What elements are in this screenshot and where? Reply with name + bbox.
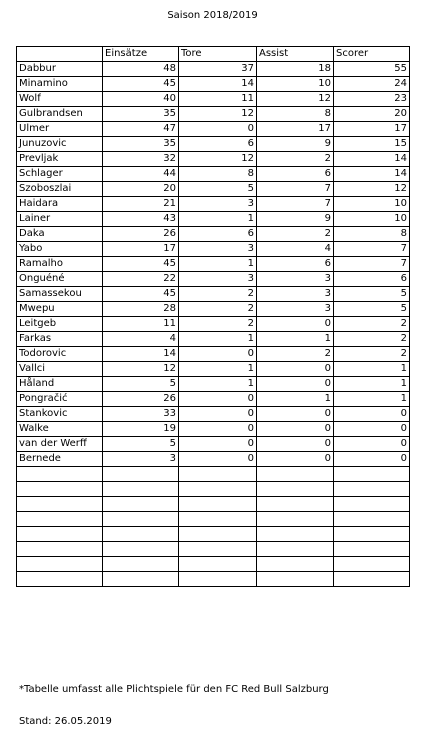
- table-row: [17, 287, 410, 302]
- einsaetze-cell: 12: [103, 362, 179, 377]
- assist-cell: 0: [257, 407, 334, 422]
- empty-cell: [103, 557, 179, 572]
- table-row: [17, 182, 410, 197]
- assist-cell: 8: [257, 107, 334, 122]
- einsaetze-cell: 35: [103, 107, 179, 122]
- scorer-cell: 0: [334, 407, 410, 422]
- assist-cell: 9: [257, 212, 334, 227]
- einsaetze-cell: 45: [103, 257, 179, 272]
- assist-cell: 1: [257, 332, 334, 347]
- einsaetze-cell: 47: [103, 122, 179, 137]
- table-row: [17, 392, 410, 407]
- einsaetze-cell: 26: [103, 227, 179, 242]
- assist-cell: 3: [257, 302, 334, 317]
- empty-row: [17, 527, 410, 542]
- assist-cell: 0: [257, 452, 334, 467]
- scorer-cell: 10: [334, 212, 410, 227]
- page-title: Saison 2018/2019: [167, 10, 258, 21]
- assist-cell: 7: [257, 182, 334, 197]
- scorer-cell: 8: [334, 227, 410, 242]
- empty-cell: [334, 497, 410, 512]
- table-row: [17, 452, 410, 467]
- player-name-cell: Todorovic: [17, 347, 103, 362]
- tore-cell: 0: [179, 407, 257, 422]
- tore-cell: 8: [179, 167, 257, 182]
- empty-row: [17, 572, 410, 587]
- empty-cell: [257, 527, 334, 542]
- scorer-cell: 2: [334, 317, 410, 332]
- empty-cell: [179, 482, 257, 497]
- tore-cell: 12: [179, 107, 257, 122]
- assist-cell: 1: [257, 392, 334, 407]
- empty-cell: [17, 527, 103, 542]
- empty-cell: [179, 572, 257, 587]
- einsaetze-cell: 40: [103, 92, 179, 107]
- empty-cell: [334, 467, 410, 482]
- player-name-cell: Gulbrandsen: [17, 107, 103, 122]
- player-name-cell: Farkas: [17, 332, 103, 347]
- table-row: [17, 197, 410, 212]
- empty-cell: [257, 512, 334, 527]
- player-name-cell: Lainer: [17, 212, 103, 227]
- player-name-cell: Samassekou: [17, 287, 103, 302]
- table-row: [17, 77, 410, 92]
- player-name-cell: Pongračić: [17, 392, 103, 407]
- einsaetze-cell: 19: [103, 422, 179, 437]
- einsaetze-cell: 5: [103, 377, 179, 392]
- header-assist: Assist: [257, 47, 334, 62]
- empty-cell: [179, 557, 257, 572]
- tore-cell: 11: [179, 92, 257, 107]
- einsaetze-cell: 26: [103, 392, 179, 407]
- table-row: [17, 437, 410, 452]
- table-row: [17, 212, 410, 227]
- scorer-cell: 5: [334, 302, 410, 317]
- tore-cell: 14: [179, 77, 257, 92]
- scorer-cell: 6: [334, 272, 410, 287]
- assist-cell: 12: [257, 92, 334, 107]
- tore-cell: 3: [179, 242, 257, 257]
- assist-cell: 18: [257, 62, 334, 77]
- tore-cell: 5: [179, 182, 257, 197]
- table-row: [17, 62, 410, 77]
- player-name-cell: Schlager: [17, 167, 103, 182]
- empty-cell: [103, 512, 179, 527]
- assist-cell: 6: [257, 167, 334, 182]
- tore-cell: 37: [179, 62, 257, 77]
- empty-cell: [334, 557, 410, 572]
- player-name-cell: Mwepu: [17, 302, 103, 317]
- tore-cell: 0: [179, 347, 257, 362]
- player-name-cell: Ulmer: [17, 122, 103, 137]
- empty-cell: [103, 527, 179, 542]
- player-name-cell: Wolf: [17, 92, 103, 107]
- stats-table: [16, 46, 410, 587]
- assist-cell: 2: [257, 227, 334, 242]
- table-row: [17, 302, 410, 317]
- einsaetze-cell: 33: [103, 407, 179, 422]
- stand-date: Stand: 26.05.2019: [19, 716, 112, 727]
- empty-cell: [103, 467, 179, 482]
- player-name-cell: Onguéné: [17, 272, 103, 287]
- empty-row: [17, 542, 410, 557]
- scorer-cell: 5: [334, 287, 410, 302]
- empty-cell: [17, 497, 103, 512]
- einsaetze-cell: 28: [103, 302, 179, 317]
- tore-cell: 0: [179, 122, 257, 137]
- scorer-cell: 1: [334, 362, 410, 377]
- assist-cell: 0: [257, 317, 334, 332]
- empty-cell: [103, 482, 179, 497]
- einsaetze-cell: 5: [103, 437, 179, 452]
- table-row: [17, 152, 410, 167]
- tore-cell: 0: [179, 437, 257, 452]
- empty-cell: [179, 542, 257, 557]
- einsaetze-cell: 22: [103, 272, 179, 287]
- empty-cell: [334, 527, 410, 542]
- empty-cell: [334, 512, 410, 527]
- header-player: [17, 47, 103, 62]
- table-body: [17, 62, 410, 587]
- empty-row: [17, 497, 410, 512]
- scorer-cell: 14: [334, 152, 410, 167]
- assist-cell: 2: [257, 347, 334, 362]
- scorer-cell: 0: [334, 422, 410, 437]
- table-row: [17, 362, 410, 377]
- einsaetze-cell: 4: [103, 332, 179, 347]
- table-row: [17, 257, 410, 272]
- assist-cell: 2: [257, 152, 334, 167]
- table-row: [17, 377, 410, 392]
- empty-row: [17, 467, 410, 482]
- empty-cell: [103, 542, 179, 557]
- empty-cell: [103, 572, 179, 587]
- scorer-cell: 0: [334, 437, 410, 452]
- einsaetze-cell: 48: [103, 62, 179, 77]
- tore-cell: 1: [179, 332, 257, 347]
- einsaetze-cell: 11: [103, 317, 179, 332]
- scorer-cell: 7: [334, 257, 410, 272]
- player-name-cell: Dabbur: [17, 62, 103, 77]
- empty-cell: [17, 557, 103, 572]
- scorer-cell: 2: [334, 347, 410, 362]
- einsaetze-cell: 43: [103, 212, 179, 227]
- assist-cell: 10: [257, 77, 334, 92]
- empty-cell: [179, 512, 257, 527]
- header-row: [17, 47, 410, 62]
- player-name-cell: Ramalho: [17, 257, 103, 272]
- einsaetze-cell: 45: [103, 287, 179, 302]
- scorer-cell: 17: [334, 122, 410, 137]
- empty-cell: [17, 467, 103, 482]
- scorer-cell: 1: [334, 377, 410, 392]
- empty-cell: [17, 482, 103, 497]
- tore-cell: 1: [179, 212, 257, 227]
- table-row: [17, 317, 410, 332]
- tore-cell: 12: [179, 152, 257, 167]
- table-row: [17, 122, 410, 137]
- assist-cell: 3: [257, 272, 334, 287]
- player-name-cell: Junuzovic: [17, 137, 103, 152]
- scorer-cell: 55: [334, 62, 410, 77]
- table-row: [17, 107, 410, 122]
- empty-row: [17, 512, 410, 527]
- table-row: [17, 407, 410, 422]
- header-scorer: Scorer: [334, 47, 410, 62]
- empty-cell: [257, 557, 334, 572]
- player-name-cell: Szoboszlai: [17, 182, 103, 197]
- empty-cell: [257, 497, 334, 512]
- tore-cell: 1: [179, 377, 257, 392]
- empty-cell: [334, 572, 410, 587]
- scorer-cell: 12: [334, 182, 410, 197]
- einsaetze-cell: 45: [103, 77, 179, 92]
- empty-row: [17, 482, 410, 497]
- scorer-cell: 24: [334, 77, 410, 92]
- empty-cell: [334, 542, 410, 557]
- player-name-cell: Prevljak: [17, 152, 103, 167]
- empty-cell: [17, 542, 103, 557]
- player-name-cell: Minamino: [17, 77, 103, 92]
- table-row: [17, 347, 410, 362]
- scorer-cell: 20: [334, 107, 410, 122]
- player-name-cell: Haidara: [17, 197, 103, 212]
- player-name-cell: Stankovic: [17, 407, 103, 422]
- assist-cell: 17: [257, 122, 334, 137]
- einsaetze-cell: 17: [103, 242, 179, 257]
- einsaetze-cell: 35: [103, 137, 179, 152]
- table-row: [17, 227, 410, 242]
- tore-cell: 1: [179, 257, 257, 272]
- table-row: [17, 422, 410, 437]
- tore-cell: 6: [179, 227, 257, 242]
- table-row: [17, 242, 410, 257]
- assist-cell: 0: [257, 377, 334, 392]
- tore-cell: 2: [179, 287, 257, 302]
- table-row: [17, 272, 410, 287]
- empty-cell: [103, 497, 179, 512]
- tore-cell: 2: [179, 302, 257, 317]
- tore-cell: 2: [179, 317, 257, 332]
- scorer-cell: 15: [334, 137, 410, 152]
- scorer-cell: 0: [334, 452, 410, 467]
- empty-cell: [257, 482, 334, 497]
- assist-cell: 4: [257, 242, 334, 257]
- table-row: [17, 167, 410, 182]
- scorer-cell: 23: [334, 92, 410, 107]
- assist-cell: 9: [257, 137, 334, 152]
- assist-cell: 7: [257, 197, 334, 212]
- empty-cell: [179, 527, 257, 542]
- einsaetze-cell: 20: [103, 182, 179, 197]
- assist-cell: 0: [257, 437, 334, 452]
- scorer-cell: 1: [334, 392, 410, 407]
- table-row: [17, 332, 410, 347]
- player-name-cell: Yabo: [17, 242, 103, 257]
- scorer-cell: 14: [334, 167, 410, 182]
- table-row: [17, 137, 410, 152]
- tore-cell: 0: [179, 392, 257, 407]
- empty-cell: [334, 482, 410, 497]
- table-row: [17, 92, 410, 107]
- tore-cell: 3: [179, 197, 257, 212]
- player-name-cell: van der Werff: [17, 437, 103, 452]
- tore-cell: 3: [179, 272, 257, 287]
- header-einsaetze: Einsätze: [103, 47, 179, 62]
- tore-cell: 0: [179, 422, 257, 437]
- tore-cell: 6: [179, 137, 257, 152]
- footnote: *Tabelle umfasst alle Plichtspiele für den FC Red Bull Salzburg: [19, 684, 329, 695]
- header-tore: Tore: [179, 47, 257, 62]
- empty-row: [17, 557, 410, 572]
- tore-cell: 0: [179, 452, 257, 467]
- einsaetze-cell: 21: [103, 197, 179, 212]
- empty-cell: [257, 542, 334, 557]
- einsaetze-cell: 14: [103, 347, 179, 362]
- empty-cell: [179, 467, 257, 482]
- empty-cell: [257, 572, 334, 587]
- player-name-cell: Walke: [17, 422, 103, 437]
- player-name-cell: Leitgeb: [17, 317, 103, 332]
- player-name-cell: Håland: [17, 377, 103, 392]
- empty-cell: [17, 512, 103, 527]
- scorer-cell: 10: [334, 197, 410, 212]
- player-name-cell: Daka: [17, 227, 103, 242]
- player-name-cell: Vallci: [17, 362, 103, 377]
- einsaetze-cell: 3: [103, 452, 179, 467]
- empty-cell: [257, 467, 334, 482]
- assist-cell: 3: [257, 287, 334, 302]
- empty-cell: [179, 497, 257, 512]
- tore-cell: 1: [179, 362, 257, 377]
- empty-cell: [17, 572, 103, 587]
- einsaetze-cell: 44: [103, 167, 179, 182]
- assist-cell: 0: [257, 422, 334, 437]
- einsaetze-cell: 32: [103, 152, 179, 167]
- player-name-cell: Bernede: [17, 452, 103, 467]
- assist-cell: 0: [257, 362, 334, 377]
- assist-cell: 6: [257, 257, 334, 272]
- scorer-cell: 2: [334, 332, 410, 347]
- scorer-cell: 7: [334, 242, 410, 257]
